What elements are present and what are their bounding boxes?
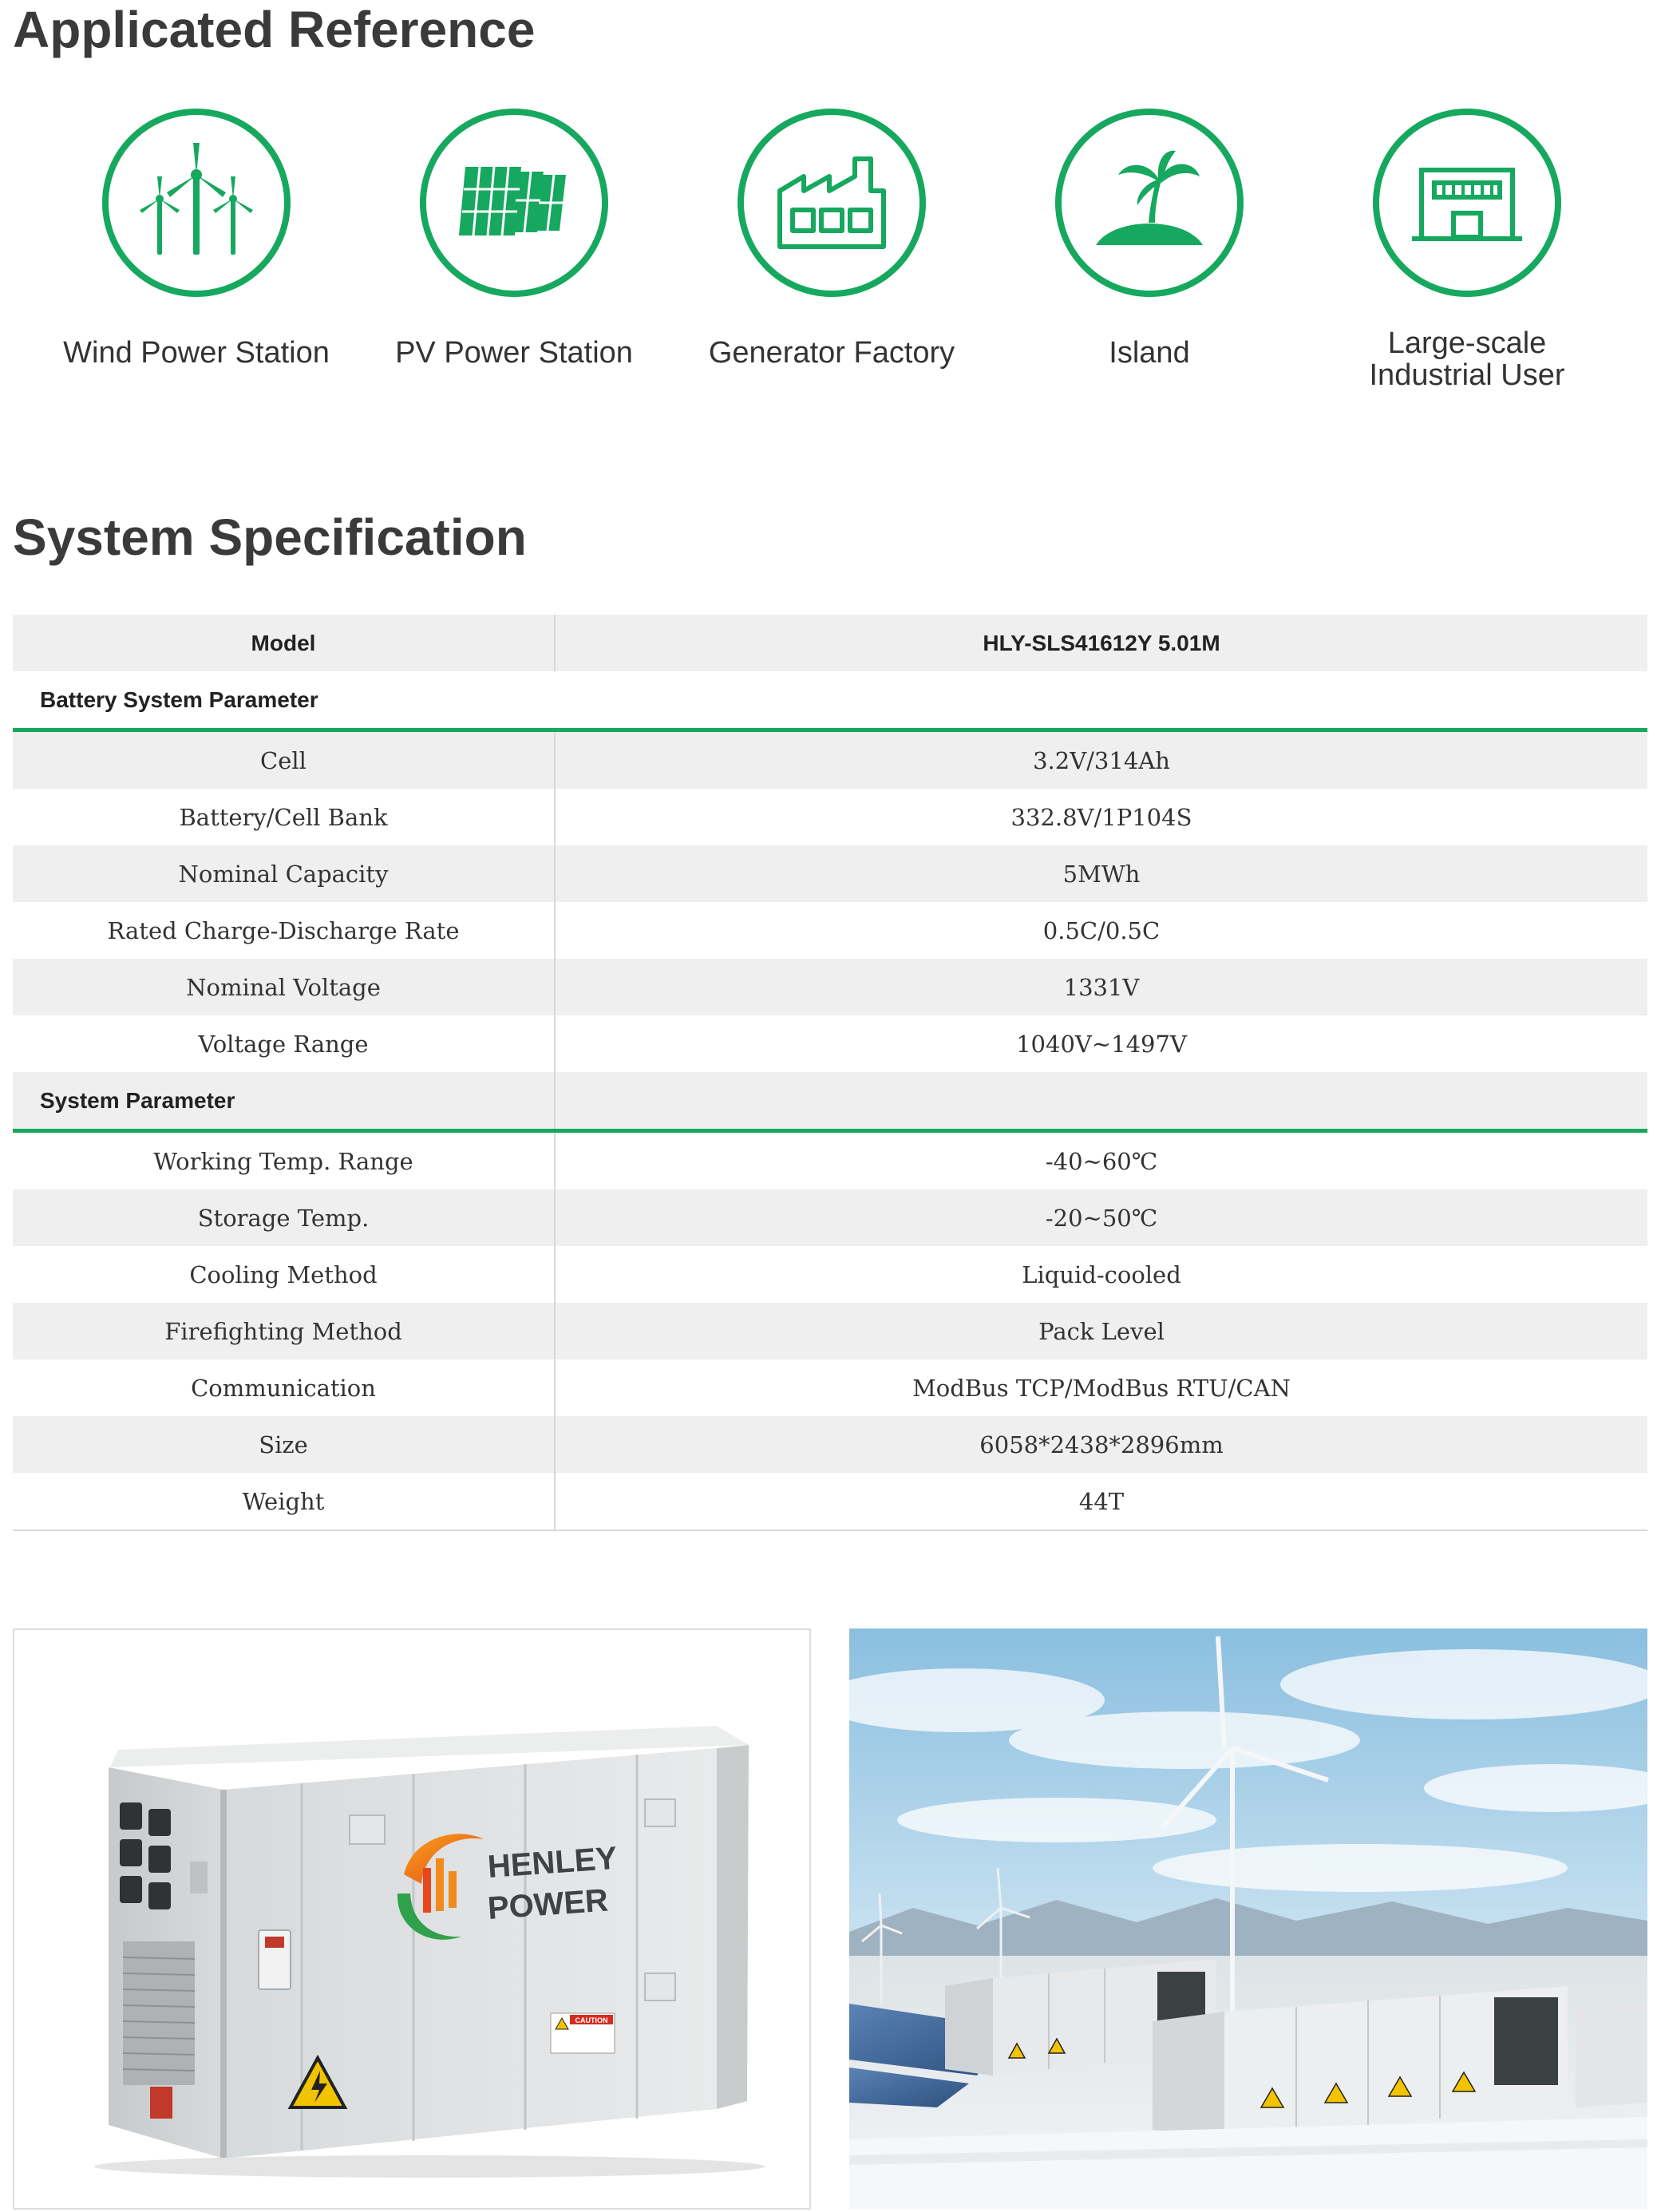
spec-row-label: Rated Charge-Discharge Rate xyxy=(13,902,556,959)
spec-row xyxy=(13,1359,1647,1416)
reference-label: Wind Power Station xyxy=(63,336,330,370)
factory-icon xyxy=(738,109,926,297)
spec-row xyxy=(13,789,1647,845)
spec-row-label: Voltage Range xyxy=(13,1015,556,1072)
spec-row xyxy=(13,902,1647,959)
spec-section-title: Battery System Parameter xyxy=(40,687,318,712)
spec-row xyxy=(13,959,1647,1015)
spec-row xyxy=(13,1015,1647,1072)
spec-row-value: 0.5C/0.5C xyxy=(1042,916,1161,944)
spec-row xyxy=(13,845,1647,902)
spec-row xyxy=(13,732,1647,789)
spec-table xyxy=(13,615,1647,1531)
island-icon xyxy=(1055,109,1244,297)
logo-text: POWER xyxy=(486,1882,610,1926)
spec-row-value: 1331V xyxy=(1063,973,1140,1001)
spec-header-value: HLY-SLS41612Y 5.01M xyxy=(983,630,1220,655)
spec-row-value: 6058*2438*2896mm xyxy=(979,1430,1224,1458)
industrial-building-icon xyxy=(1373,109,1561,297)
spec-row-value: Pack Level xyxy=(1038,1317,1165,1345)
spec-section-empty xyxy=(556,1072,1647,1129)
site-installation-photo xyxy=(849,1628,1647,2210)
spec-row-value: 5MWh xyxy=(1062,860,1141,888)
spec-row-value: ModBus TCP/ModBus RTU/CAN xyxy=(912,1374,1291,1402)
section-title-system-specification: System Specification xyxy=(13,508,527,566)
section-title-applicated-reference: Applicated Reference xyxy=(13,1,536,58)
spec-row xyxy=(13,1473,1647,1529)
spec-row-value: Liquid-cooled xyxy=(1022,1260,1181,1288)
spec-row-value: -20~50℃ xyxy=(1045,1204,1158,1232)
spec-row-label: Nominal Capacity xyxy=(13,845,556,902)
logo-text: HENLEY xyxy=(486,1840,619,1885)
spec-row-value: -40~60℃ xyxy=(1045,1147,1158,1175)
reference-label: Island xyxy=(1109,336,1190,370)
spec-row-label: Storage Temp. xyxy=(13,1189,556,1246)
caution-label: CAUTION xyxy=(575,2016,608,2024)
spec-row xyxy=(13,1303,1647,1359)
product-container-photo xyxy=(13,1628,811,2210)
spec-row xyxy=(13,1133,1647,1189)
spec-section-row xyxy=(13,671,1647,728)
spec-section-row xyxy=(13,1072,1647,1129)
reference-label-line: Large-scale xyxy=(1387,326,1547,360)
spec-section-title: System Parameter xyxy=(13,1072,556,1129)
spec-row-value: 1040V~1497V xyxy=(1016,1030,1187,1058)
wind-turbine-icon xyxy=(102,109,291,297)
spec-header-row xyxy=(13,615,1647,671)
spec-row xyxy=(13,1246,1647,1303)
reference-icons-row xyxy=(0,104,1657,407)
spec-row-label: Cell xyxy=(13,732,556,789)
spec-row-value: 44T xyxy=(1078,1487,1125,1515)
solar-panel-icon xyxy=(420,109,608,297)
spec-header-label: Model xyxy=(13,615,556,671)
reference-label-line: Industrial User xyxy=(1369,358,1565,392)
spec-row-label: Size xyxy=(13,1416,556,1473)
reference-label: Generator Factory xyxy=(708,336,955,370)
spec-row-label: Communication xyxy=(13,1359,556,1416)
spec-row-value: 3.2V/314Ah xyxy=(1033,746,1170,774)
table-bottom-border xyxy=(13,1529,1647,1531)
spec-row-label: Weight xyxy=(13,1473,556,1529)
spec-row-label: Cooling Method xyxy=(13,1246,556,1303)
spec-row xyxy=(13,1189,1647,1246)
reference-label: PV Power Station xyxy=(395,336,633,370)
spec-row-label: Firefighting Method xyxy=(13,1303,556,1359)
spec-row-label: Working Temp. Range xyxy=(13,1133,556,1189)
spec-row-label: Nominal Voltage xyxy=(13,959,556,1015)
spec-row xyxy=(13,1416,1647,1473)
spec-row-label: Battery/Cell Bank xyxy=(13,789,556,845)
spec-row-value: 332.8V/1P104S xyxy=(1010,803,1192,831)
reference-label xyxy=(1319,327,1615,391)
